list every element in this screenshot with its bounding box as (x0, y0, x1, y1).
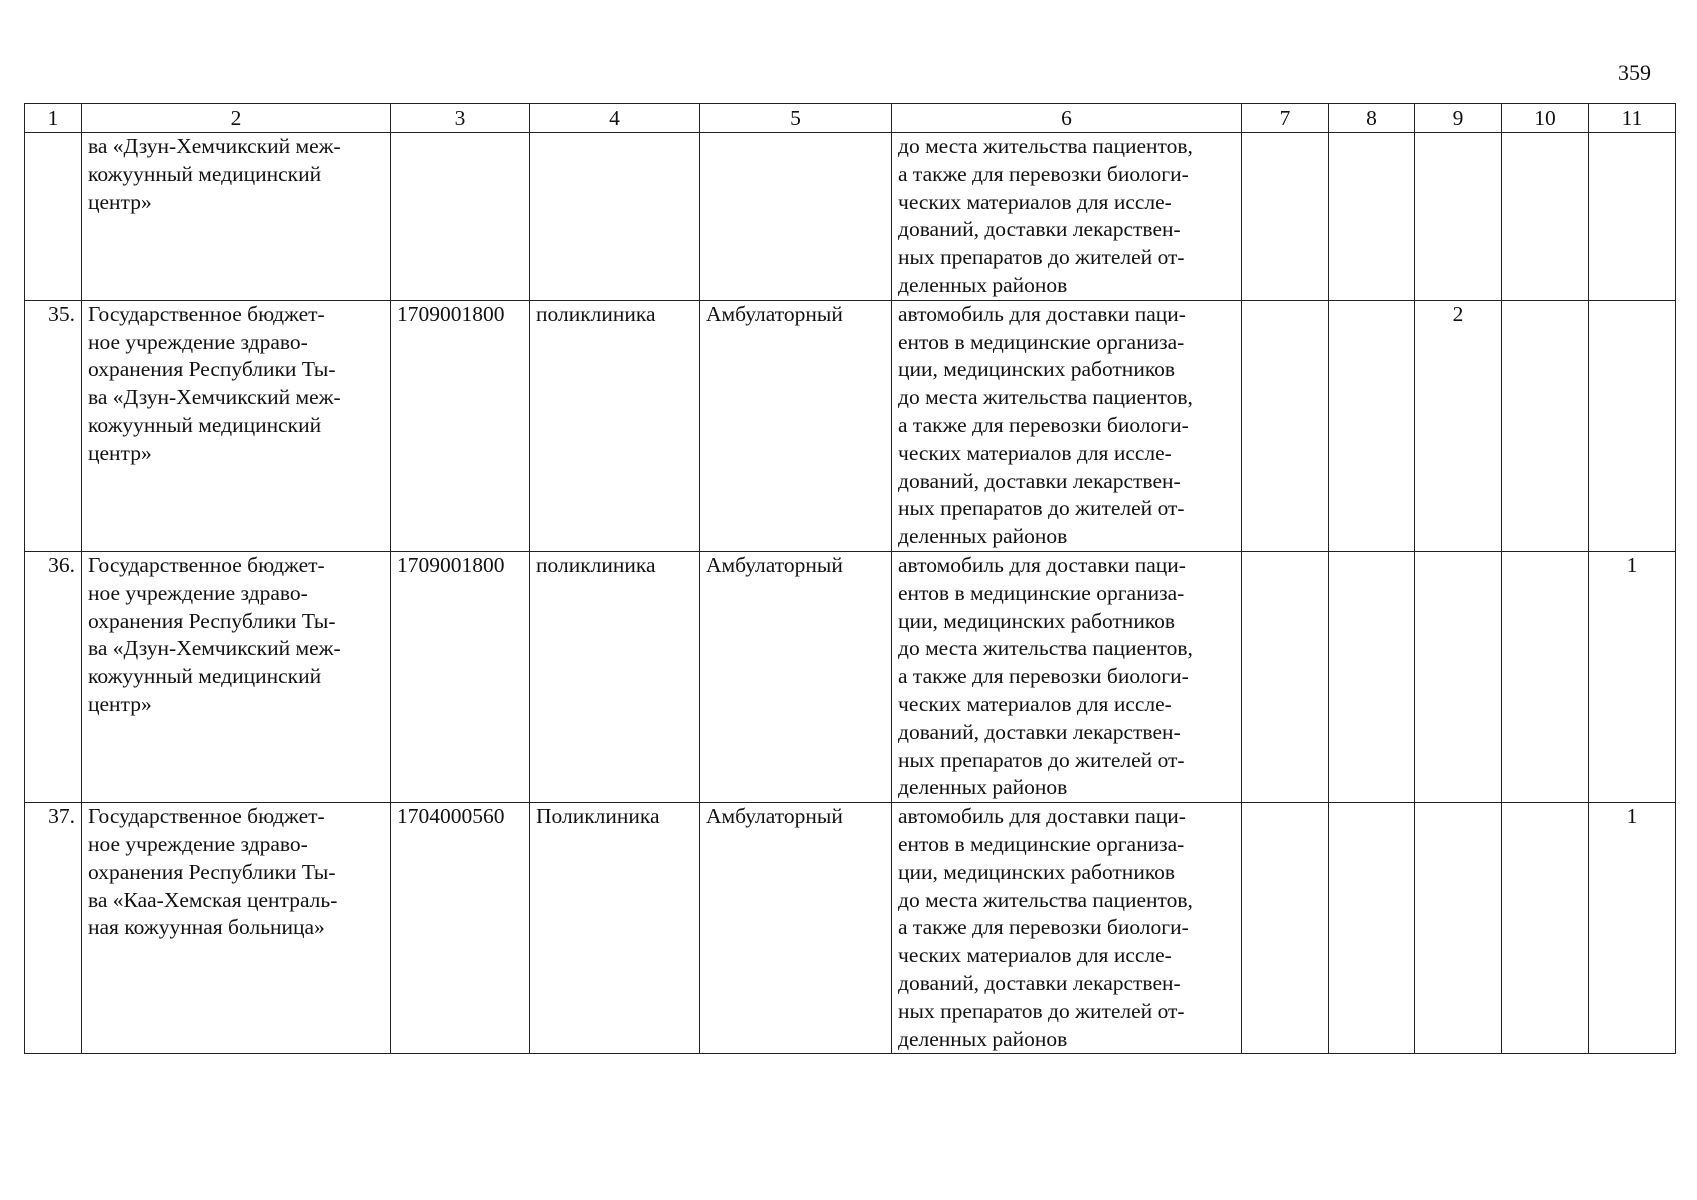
col-8-value (1329, 803, 1415, 1054)
data-table (24, 103, 1676, 1054)
organization-code: 1704000560 (391, 803, 530, 1054)
vehicle-purpose: до места жительства пациентов, а также для перевозки биологи- ческих материалов для иссле- дований, доставки лекарствен- ных препаратов до жителей от- деленных районов (892, 133, 1242, 301)
organization-code: 1709001800 (391, 300, 530, 551)
vehicle-purpose: автомобиль для доставки паци- ентов в медицинские организа- ции, медицинских работников до места жительства пациентов, а также для перевозки биологи- ческих материалов для иссле- дований, доставки лекарствен- ных препаратов до жителей от- деленных районов (892, 803, 1242, 1054)
vehicle-purpose: автомобиль для доставки паци- ентов в медицинские организа- ции, медицинских работников до места жительства пациентов, а также для перевозки биологи- ческих материалов для иссле- дований, доставки лекарствен- ных препаратов до жителей от- деленных районов (892, 300, 1242, 551)
table-row (25, 551, 1676, 802)
organization-code: 1709001800 (391, 551, 530, 802)
row-number (25, 133, 82, 301)
col-8-value (1329, 300, 1415, 551)
col-10-value (1502, 300, 1589, 551)
unit-name: поликлиника (530, 300, 700, 551)
column-header: 5 (700, 104, 892, 133)
col-11-value: 1 (1589, 551, 1676, 802)
table-row (25, 300, 1676, 551)
organization-name: ва «Дзун-Хемчикский меж- кожуунный медицинский центр» (82, 133, 391, 301)
col-9-value (1415, 133, 1502, 301)
col-8-value (1329, 551, 1415, 802)
col-8-value (1329, 133, 1415, 301)
row-number: 35. (25, 300, 82, 551)
table-row (25, 133, 1676, 301)
column-header: 7 (1242, 104, 1329, 133)
row-number: 37. (25, 803, 82, 1054)
col-7-value (1242, 803, 1329, 1054)
col-10-value (1502, 551, 1589, 802)
organization-name: Государственное бюджет- ное учреждение здраво- охранения Республики Ты- ва «Дзун-Хемчикский меж- кожуунный медицинский центр» (82, 551, 391, 802)
column-header: 1 (25, 104, 82, 133)
col-11-value (1589, 133, 1676, 301)
col-10-value (1502, 803, 1589, 1054)
table-row (25, 803, 1676, 1054)
column-header: 6 (892, 104, 1242, 133)
col-7-value (1242, 300, 1329, 551)
care-type (700, 133, 892, 301)
organization-code (391, 133, 530, 301)
col-9-value: 2 (1415, 300, 1502, 551)
col-9-value (1415, 803, 1502, 1054)
column-header: 4 (530, 104, 700, 133)
unit-name: поликлиника (530, 551, 700, 802)
unit-name: Поликлиника (530, 803, 700, 1054)
col-11-value: 1 (1589, 803, 1676, 1054)
column-header: 10 (1502, 104, 1589, 133)
col-9-value (1415, 551, 1502, 802)
page-number: 359 (1618, 60, 1651, 85)
care-type: Амбулаторный (700, 551, 892, 802)
col-7-value (1242, 133, 1329, 301)
column-header: 9 (1415, 104, 1502, 133)
vehicle-purpose: автомобиль для доставки паци- ентов в медицинские организа- ции, медицинских работников до места жительства пациентов, а также для перевозки биологи- ческих материалов для иссле- дований, доставки лекарствен- ных препаратов до жителей от- деленных районов (892, 551, 1242, 802)
unit-name (530, 133, 700, 301)
column-header: 8 (1329, 104, 1415, 133)
col-7-value (1242, 551, 1329, 802)
care-type: Амбулаторный (700, 803, 892, 1054)
row-number: 36. (25, 551, 82, 802)
organization-name: Государственное бюджет- ное учреждение здраво- охранения Республики Ты- ва «Дзун-Хемчикский меж- кожуунный медицинский центр» (82, 300, 391, 551)
col-11-value (1589, 300, 1676, 551)
column-header: 2 (82, 104, 391, 133)
organization-name: Государственное бюджет- ное учреждение здраво- охранения Республики Ты- ва «Каа-Хемская централь- ная кожуунная больница» (82, 803, 391, 1054)
column-header: 11 (1589, 104, 1676, 133)
care-type: Амбулаторный (700, 300, 892, 551)
col-10-value (1502, 133, 1589, 301)
table-header-row (25, 104, 1676, 133)
column-header: 3 (391, 104, 530, 133)
